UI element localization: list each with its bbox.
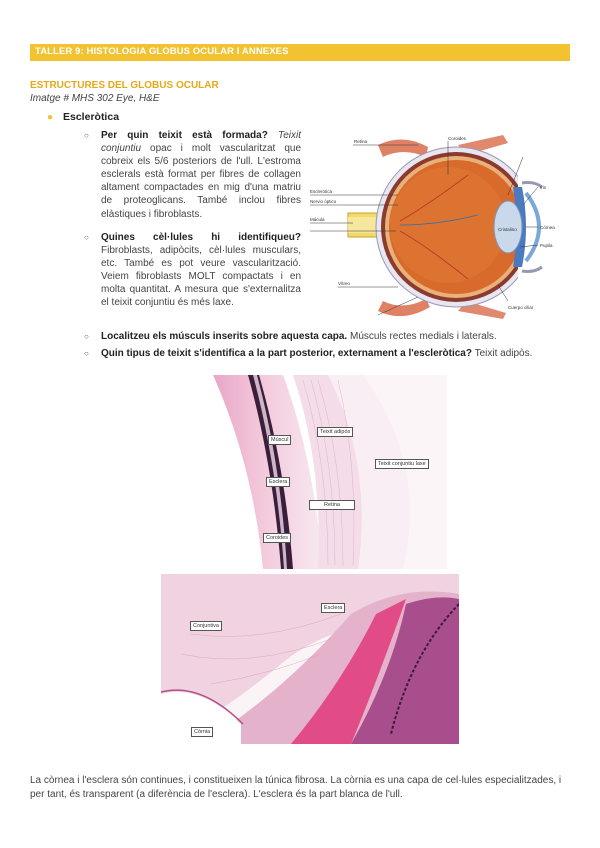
- question-2: [101, 231, 301, 310]
- q3-answer: Músculs rectes medials i laterals.: [350, 331, 497, 342]
- histo1-label-1: Múscul: [268, 435, 291, 445]
- q1-question: Per quin teixit està formada?: [101, 130, 268, 141]
- histology-image-sclera: [153, 375, 447, 569]
- bullet-icon: ●: [47, 112, 54, 123]
- histology-image-cornea: [161, 574, 459, 744]
- histology-cornea-drawing: [161, 574, 459, 744]
- question-3: [101, 330, 571, 343]
- histo2-label-0: Conjuntiva: [190, 621, 222, 631]
- diagram-label-8: Iris: [540, 185, 546, 190]
- banner-title: TALLER 9: HISTOLOGIA GLOBUS OCULAR I ANNEXES: [35, 46, 289, 57]
- diagram-label-3: Nervio óptico: [310, 199, 337, 204]
- section-title: ESTRUCTURES DEL GLOBUS OCULAR: [30, 80, 219, 91]
- q4-answer: Teixit adipòs.: [474, 348, 533, 359]
- item-label: Escleròtica: [63, 111, 120, 123]
- circle-bullet-icon: ○: [84, 233, 89, 242]
- header-banner: [30, 44, 570, 61]
- question-4: [101, 347, 571, 360]
- histo1-label-4: Coroides: [263, 533, 291, 543]
- diagram-label-2: Esclerótica: [310, 189, 333, 194]
- q3-question: Localitzeu els músculs inserits sobre aquesta capa.: [101, 331, 348, 342]
- histo2-label-1: Esclera: [321, 603, 345, 613]
- diagram-label-9: Pupila: [540, 243, 553, 248]
- diagram-label-5: Vítreo: [338, 281, 351, 286]
- q1-italic: Teixit conjuntiu: [101, 130, 302, 155]
- histo1-label-2: Teixit conjuntiu laxe: [375, 459, 429, 469]
- question-1: [101, 129, 301, 221]
- circle-bullet-icon: ○: [84, 332, 89, 341]
- diagram-label-1: Coroides: [448, 136, 467, 141]
- circle-bullet-icon: ○: [84, 131, 89, 140]
- histology-sclera-drawing: [153, 375, 447, 569]
- footer-paragraph: La còrnea i l'esclera són continues, i constitueixen la túnica fibrosa. La còrnia es una capa de cel·lules especialitzades, i per tant, és transparent (a diferència de l'esclera). L'esclera és la part blanca de l'ull.: [30, 775, 562, 800]
- eye-diagram: [308, 135, 578, 321]
- q2-answer: Fibroblasts, adipòcits, cèl·lules musculars, etc. També es pot veure vascularització. Veiem fibroblasts MOLT compactats i en molta quantitat. A mesura que s'externalitza el teixit conjuntiu és més laxe.: [101, 245, 301, 309]
- diagram-label-7: Córnea: [540, 225, 555, 230]
- histo1-label-5: Retina: [309, 500, 355, 510]
- diagram-label-10: Cuerpo ciliar: [508, 305, 534, 310]
- section-subtitle: Imatge # MHS 302 Eye, H&E: [30, 93, 160, 104]
- diagram-label-6: Cristalino: [498, 227, 517, 232]
- histo1-label-0: Teixit adipós: [317, 427, 353, 437]
- circle-bullet-icon: ○: [84, 349, 89, 358]
- q4-question: Quin tipus de teixit s'identifica a la part posterior, externament a l'escleròtica?: [101, 348, 472, 359]
- diagram-label-4: Mácula: [310, 217, 325, 222]
- diagram-label-0: Retina: [354, 139, 368, 144]
- histo1-label-3: Esclera: [266, 477, 290, 487]
- q1-answer: opac i molt vascularitzat que cobreix els 5/6 posteriors de l'ull. L'estroma esclerals està format per fibres de collagen altament compactades en mig d'una matriu de proteoglicans. També inclou fibres elàstiques i fibroblasts.: [101, 143, 301, 220]
- q2-question: Quines cèl·lules hi identifiqueu?: [101, 232, 301, 243]
- histo2-label-2: Còrnia: [191, 727, 213, 737]
